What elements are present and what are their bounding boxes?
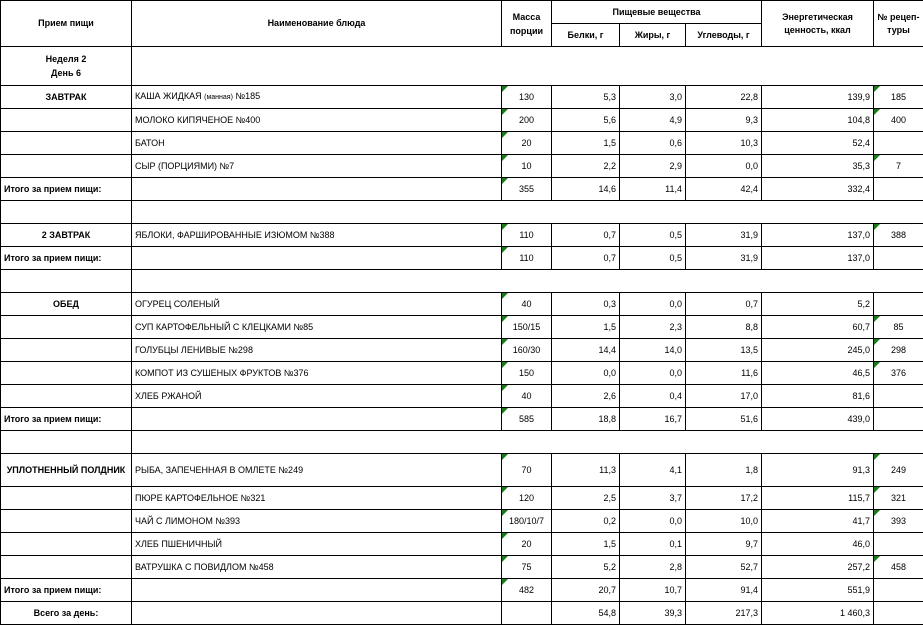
header-energy: Энергетическая ценность, ккал [762, 1, 874, 47]
portion-mass: 180/10/7 [502, 510, 552, 533]
meal-title: ОБЕД [1, 293, 132, 316]
meal-title-blank [1, 339, 132, 362]
carbs-value: 8,8 [686, 316, 762, 339]
fat-value: 0,0 [620, 362, 686, 385]
carbs-value: 0,7 [686, 293, 762, 316]
dish-name-note: (манная) [204, 94, 233, 101]
dish-row [1, 132, 923, 155]
dish-name: РЫБА, ЗАПЕЧЕННАЯ В ОМЛЕТЕ №249 [132, 454, 502, 487]
dish-row [1, 510, 923, 533]
total-recipe-blank [874, 408, 923, 431]
energy-value: 46,0 [762, 533, 874, 556]
recipe-number: 376 [874, 362, 923, 385]
portion-mass: 75 [502, 556, 552, 579]
total-label: Итого за прием пищи: [1, 579, 132, 602]
carbs-value: 13,5 [686, 339, 762, 362]
recipe-number [874, 293, 923, 316]
fat-value: 4,1 [620, 454, 686, 487]
total-carbs: 42,4 [686, 178, 762, 201]
total-recipe-blank [874, 579, 923, 602]
spacer-row [1, 201, 923, 224]
protein-value: 2,6 [552, 385, 620, 408]
dish-row [1, 339, 923, 362]
meal-title-blank [1, 109, 132, 132]
total-blank [132, 247, 502, 270]
meal-title: 2 ЗАВТРАК [1, 224, 132, 247]
total-blank [132, 408, 502, 431]
protein-value: 0,3 [552, 293, 620, 316]
total-row [1, 247, 923, 270]
portion-mass: 40 [502, 385, 552, 408]
header-fat: Жиры, г [620, 24, 686, 47]
dish-row [1, 556, 923, 579]
spacer-cell [132, 431, 923, 454]
total-protein: 0,7 [552, 247, 620, 270]
energy-value: 60,7 [762, 316, 874, 339]
total-row [1, 178, 923, 201]
fat-value: 0,5 [620, 224, 686, 247]
day-total-energy: 1 460,3 [762, 602, 874, 625]
dish-name: ХЛЕБ ПШЕНИЧНЫЙ [132, 533, 502, 556]
meal-title: ЗАВТРАК [1, 86, 132, 109]
total-protein: 14,6 [552, 178, 620, 201]
total-energy: 439,0 [762, 408, 874, 431]
header-nutrients: Пищевые вещества [552, 1, 762, 24]
spacer-row [1, 431, 923, 454]
portion-mass: 20 [502, 533, 552, 556]
header-meal: Прием пищи [1, 1, 132, 47]
dish-row [1, 109, 923, 132]
portion-mass: 160/30 [502, 339, 552, 362]
day-total-protein: 54,8 [552, 602, 620, 625]
header-recipe: № рецеп-туры [874, 1, 923, 47]
spacer-row [1, 270, 923, 293]
portion-mass: 20 [502, 132, 552, 155]
protein-value: 5,2 [552, 556, 620, 579]
spacer-cell [132, 270, 923, 293]
dish-name: ВАТРУШКА С ПОВИДЛОМ №458 [132, 556, 502, 579]
carbs-value: 17,2 [686, 487, 762, 510]
week-day-row [1, 47, 923, 86]
total-mass: 482 [502, 579, 552, 602]
protein-value: 14,4 [552, 339, 620, 362]
total-mass: 110 [502, 247, 552, 270]
dish-row [1, 362, 923, 385]
meal-title-blank [1, 533, 132, 556]
total-mass: 355 [502, 178, 552, 201]
fat-value: 0,6 [620, 132, 686, 155]
portion-mass: 150 [502, 362, 552, 385]
total-protein: 18,8 [552, 408, 620, 431]
portion-mass: 200 [502, 109, 552, 132]
total-fat: 11,4 [620, 178, 686, 201]
recipe-number: 321 [874, 487, 923, 510]
total-blank [132, 579, 502, 602]
day-total-recipe-blank [874, 602, 923, 625]
total-energy: 551,9 [762, 579, 874, 602]
fat-value: 2,3 [620, 316, 686, 339]
energy-value: 104,8 [762, 109, 874, 132]
day-total-blank [132, 602, 502, 625]
protein-value: 5,6 [552, 109, 620, 132]
portion-mass: 70 [502, 454, 552, 487]
dish-name-tail: №185 [235, 91, 260, 101]
recipe-number: 7 [874, 155, 923, 178]
meal-title-blank [1, 487, 132, 510]
spacer-cell [1, 270, 132, 293]
header-mass: Масса порции [502, 1, 552, 47]
dish-name: ЯБЛОКИ, ФАРШИРОВАННЫЕ ИЗЮМОМ №388 [132, 224, 502, 247]
carbs-value: 17,0 [686, 385, 762, 408]
recipe-number [874, 385, 923, 408]
dish-name: ХЛЕБ РЖАНОЙ [132, 385, 502, 408]
portion-mass: 150/15 [502, 316, 552, 339]
protein-value: 11,3 [552, 454, 620, 487]
dish-name: СЫР (ПОРЦИЯМИ) №7 [132, 155, 502, 178]
recipe-number: 185 [874, 86, 923, 109]
recipe-number: 85 [874, 316, 923, 339]
total-carbs: 31,9 [686, 247, 762, 270]
protein-value: 1,5 [552, 533, 620, 556]
day-total-mass-blank [502, 602, 552, 625]
total-energy: 332,4 [762, 178, 874, 201]
recipe-number: 458 [874, 556, 923, 579]
dish-row [1, 316, 923, 339]
total-fat: 10,7 [620, 579, 686, 602]
meal-title-blank [1, 362, 132, 385]
recipe-number: 388 [874, 224, 923, 247]
dish-name-main: КАША ЖИДКАЯ [135, 91, 202, 101]
total-row [1, 408, 923, 431]
portion-mass: 110 [502, 224, 552, 247]
dish-name: МОЛОКО КИПЯЧЕНОЕ №400 [132, 109, 502, 132]
recipe-number [874, 132, 923, 155]
carbs-value: 52,7 [686, 556, 762, 579]
portion-mass: 40 [502, 293, 552, 316]
meal-title-blank [1, 316, 132, 339]
dish-row [1, 533, 923, 556]
total-energy: 137,0 [762, 247, 874, 270]
header-dish: Наименование блюда [132, 1, 502, 47]
total-fat: 16,7 [620, 408, 686, 431]
portion-mass: 120 [502, 487, 552, 510]
carbs-value: 1,8 [686, 454, 762, 487]
dish-name: ОГУРЕЦ СОЛЕНЫЙ [132, 293, 502, 316]
protein-value: 1,5 [552, 132, 620, 155]
energy-value: 137,0 [762, 224, 874, 247]
dish-row [1, 86, 923, 109]
total-carbs: 91,4 [686, 579, 762, 602]
total-mass: 585 [502, 408, 552, 431]
protein-value: 5,3 [552, 86, 620, 109]
carbs-value: 9,7 [686, 533, 762, 556]
total-blank [132, 178, 502, 201]
week-day-blank [132, 47, 923, 86]
day-total-row [1, 602, 923, 625]
spacer-cell [1, 201, 132, 224]
fat-value: 3,0 [620, 86, 686, 109]
recipe-number: 393 [874, 510, 923, 533]
day-total-label: Всего за день: [1, 602, 132, 625]
fat-value: 0,0 [620, 293, 686, 316]
spacer-cell [132, 201, 923, 224]
meal-title-blank [1, 556, 132, 579]
energy-value: 35,3 [762, 155, 874, 178]
total-label: Итого за прием пищи: [1, 178, 132, 201]
meal-title-blank [1, 385, 132, 408]
meal-title-blank [1, 510, 132, 533]
energy-value: 5,2 [762, 293, 874, 316]
total-row [1, 579, 923, 602]
day-label: День 6 [4, 66, 128, 80]
energy-value: 52,4 [762, 132, 874, 155]
carbs-value: 9,3 [686, 109, 762, 132]
energy-value: 46,5 [762, 362, 874, 385]
energy-value: 245,0 [762, 339, 874, 362]
fat-value: 0,0 [620, 510, 686, 533]
energy-value: 41,7 [762, 510, 874, 533]
header-protein: Белки, г [552, 24, 620, 47]
carbs-value: 31,9 [686, 224, 762, 247]
dish-name [132, 86, 502, 109]
fat-value: 2,9 [620, 155, 686, 178]
fat-value: 0,1 [620, 533, 686, 556]
meal-title: УПЛОТНЕННЫЙ ПОЛДНИК [1, 454, 132, 487]
recipe-number: 298 [874, 339, 923, 362]
dish-row [1, 293, 923, 316]
dish-row [1, 224, 923, 247]
protein-value: 1,5 [552, 316, 620, 339]
carbs-value: 22,8 [686, 86, 762, 109]
meal-title-blank [1, 132, 132, 155]
dish-name: ГОЛУБЦЫ ЛЕНИВЫЕ №298 [132, 339, 502, 362]
fat-value: 2,8 [620, 556, 686, 579]
dish-name: КОМПОТ ИЗ СУШЕНЫХ ФРУКТОВ №376 [132, 362, 502, 385]
recipe-number: 400 [874, 109, 923, 132]
protein-value: 0,0 [552, 362, 620, 385]
carbs-value: 0,0 [686, 155, 762, 178]
day-total-carbs: 217,3 [686, 602, 762, 625]
energy-value: 115,7 [762, 487, 874, 510]
carbs-value: 11,6 [686, 362, 762, 385]
dish-name: ПЮРЕ КАРТОФЕЛЬНОЕ №321 [132, 487, 502, 510]
fat-value: 3,7 [620, 487, 686, 510]
total-recipe-blank [874, 247, 923, 270]
protein-value: 0,7 [552, 224, 620, 247]
dish-row [1, 155, 923, 178]
week-day-label [1, 47, 132, 86]
total-recipe-blank [874, 178, 923, 201]
fat-value: 0,4 [620, 385, 686, 408]
portion-mass: 130 [502, 86, 552, 109]
meal-title-blank [1, 155, 132, 178]
total-protein: 20,7 [552, 579, 620, 602]
dish-name: СУП КАРТОФЕЛЬНЫЙ С КЛЕЦКАМИ №85 [132, 316, 502, 339]
dish-name: ЧАЙ С ЛИМОНОМ №393 [132, 510, 502, 533]
total-fat: 0,5 [620, 247, 686, 270]
energy-value: 91,3 [762, 454, 874, 487]
total-label: Итого за прием пищи: [1, 408, 132, 431]
energy-value: 81,6 [762, 385, 874, 408]
day-total-fat: 39,3 [620, 602, 686, 625]
protein-value: 2,5 [552, 487, 620, 510]
week-label: Неделя 2 [4, 52, 128, 66]
spacer-cell [1, 431, 132, 454]
protein-value: 2,2 [552, 155, 620, 178]
header-carbs: Углеводы, г [686, 24, 762, 47]
total-carbs: 51,6 [686, 408, 762, 431]
recipe-number [874, 533, 923, 556]
carbs-value: 10,0 [686, 510, 762, 533]
fat-value: 4,9 [620, 109, 686, 132]
dish-row [1, 454, 923, 487]
dish-row [1, 385, 923, 408]
dish-row [1, 487, 923, 510]
dish-name: БАТОН [132, 132, 502, 155]
total-label: Итого за прием пищи: [1, 247, 132, 270]
energy-value: 257,2 [762, 556, 874, 579]
energy-value: 139,9 [762, 86, 874, 109]
fat-value: 14,0 [620, 339, 686, 362]
portion-mass: 10 [502, 155, 552, 178]
recipe-number: 249 [874, 454, 923, 487]
carbs-value: 10,3 [686, 132, 762, 155]
protein-value: 0,2 [552, 510, 620, 533]
